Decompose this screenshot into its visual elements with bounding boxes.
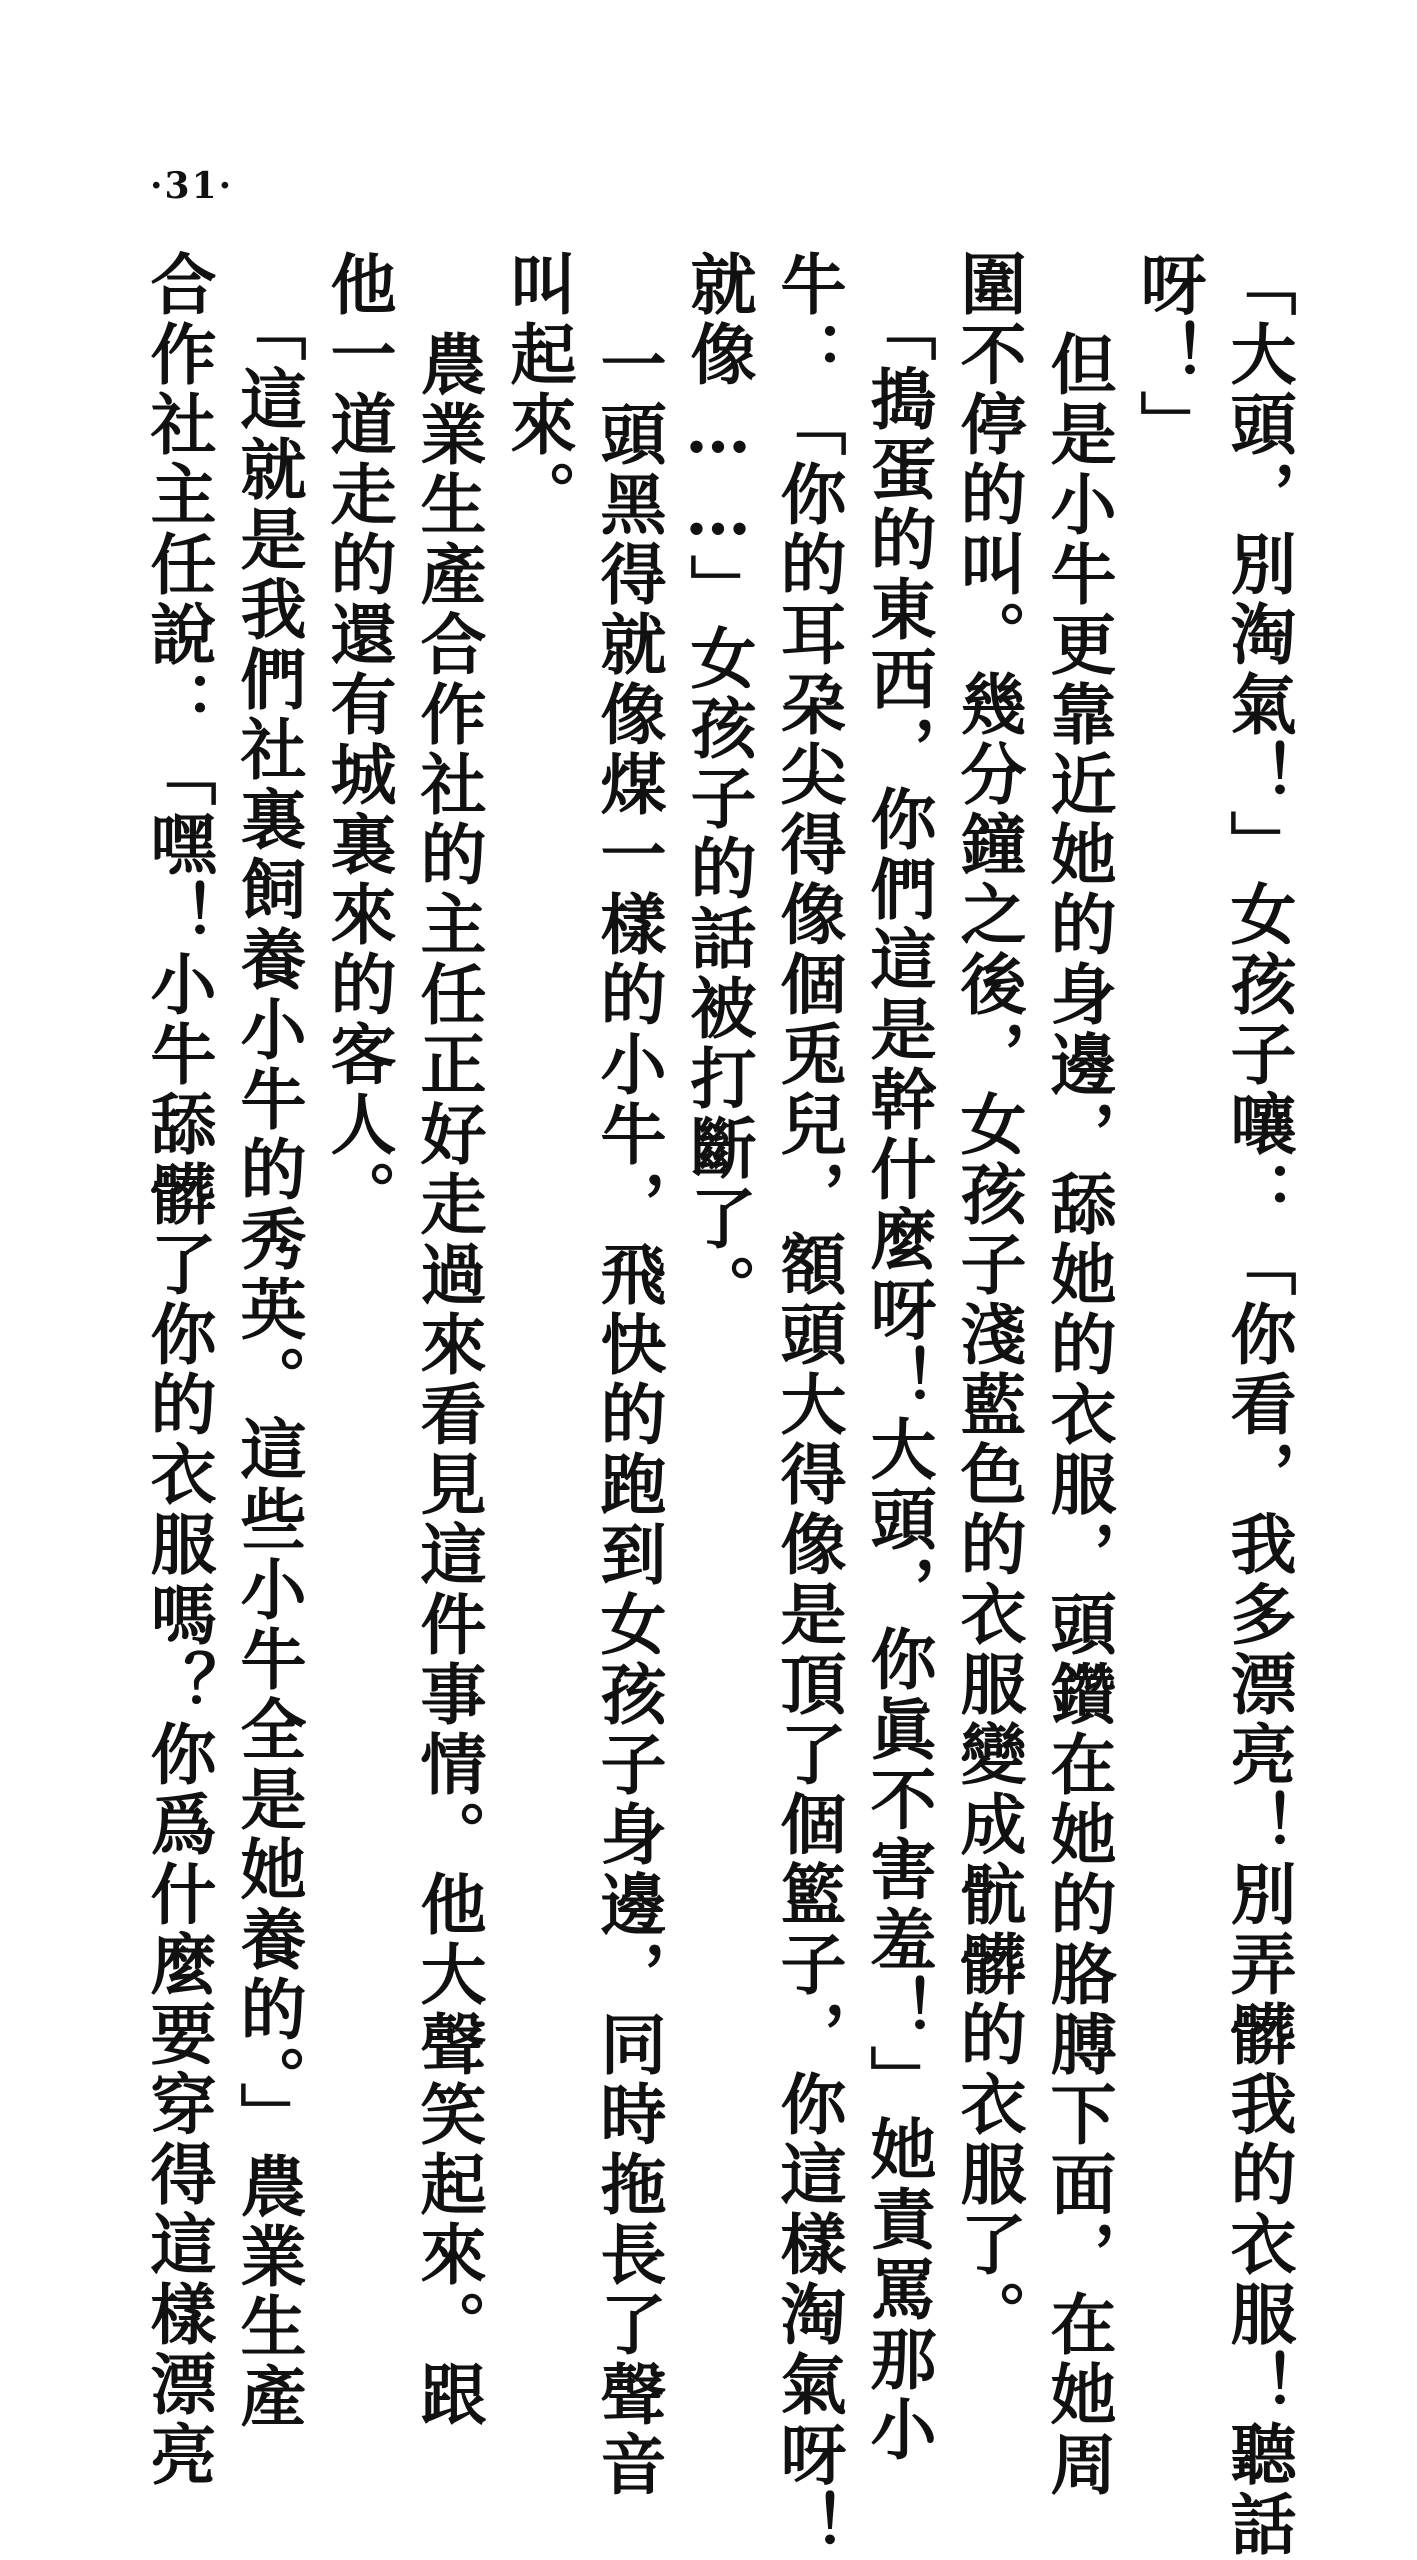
- text-column-6: 牛：「你的耳朶尖得像個兎兒，額頭大得像是頂了個籃子，你這樣淘氣呀！: [769, 250, 847, 2560]
- text-column-11: 他一道走的還有城裏來的客人。: [319, 250, 397, 1230]
- text-column-8: 一頭黑得就像煤一樣的小牛，飛快的跑到女孩子身邊，同時拖長了聲音: [589, 330, 667, 2500]
- text-column-4: 圍不停的叫。幾分鐘之後，女孩子淺藍色的衣服變成骯髒的衣服了。: [949, 250, 1027, 2350]
- text-column-12: 「這就是我們社裏飼養小牛的秀英。這些小牛全是她養的。」農業生產: [229, 295, 307, 2432]
- text-column-1: 「大頭，別淘氣！」女孩子嚷：「你看，我多漂亮！別弄髒我的衣服！聽話: [1219, 250, 1297, 2560]
- text-column-5: 「搗蛋的東西，你們這是幹什麼呀！大頭，你眞不害羞！」她責罵那小: [859, 295, 937, 2465]
- text-column-10: 農業生產合作社的主任正好走過來看見這件事情。他大聲笑起來。跟: [409, 330, 487, 2430]
- text-column-13: 合作社主任說：「嘿！小牛舔髒了你的衣服嗎？你爲什麼要穿得這樣漂亮: [139, 250, 217, 2490]
- text-column-2: 呀！」: [1129, 250, 1207, 460]
- text-column-7: 就像……」女孩子的話被打斷了。: [679, 250, 757, 1324]
- text-column-3: 但是小牛更靠近她的身邊，舔她的衣服，頭鑽在她的胳膊下面，在她周: [1039, 330, 1117, 2500]
- page-number: ·31·: [150, 165, 234, 207]
- text-column-9: 叫起來。: [499, 250, 577, 530]
